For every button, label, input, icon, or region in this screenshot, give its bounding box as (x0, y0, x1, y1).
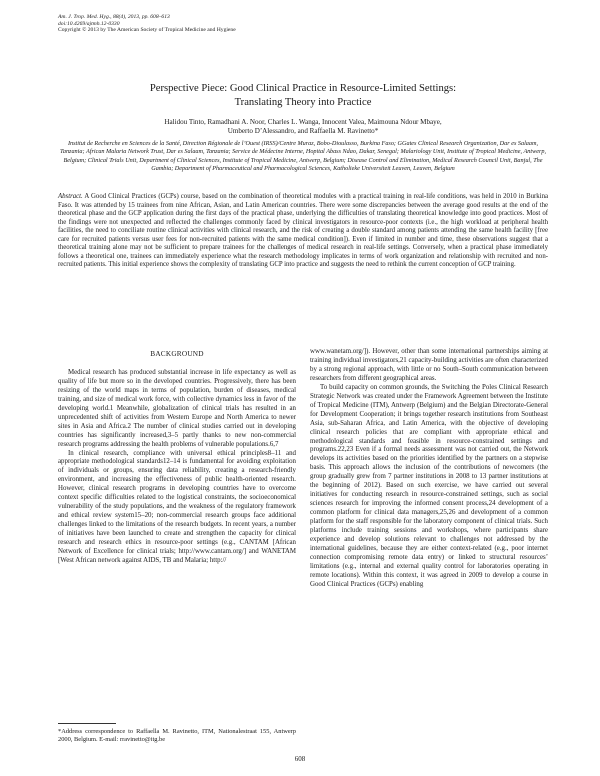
abstract-text: A Good Clinical Practices (GCPs) course, based on the combination of theoretical modules with a practical training in real-life conditions, was held in 2010 in Burkina Faso. It was attended by 15 trainees from nine African, Asian, and Latin American countries. There were some discrepancies between the average good results at the end of the theoretical phase and the GCP application during the first days of the practical phase, underlying the difficulties of translating theoretical knowledge into good practices. Most of the findings were not unexpected and reflected the challenges commonly faced by clinical investigators in resource-poor contexts (i.e., the high workload at peripheral health facilities, the need to conciliate routine clinical activities with clinical research, and the risk of creating a double standard among patients attending the same health facility [free care for recruited patients versus user fees for non-recruited patients with the same medical condition]). Even if limited in number and time, these observations suggest that a theoretical training alone may not be sufficient to prepare trainees for the challenges of medical research in real-life settings. Conversely, when a practical phase immediately follows a theoretical one, trainees can immediately experience what the research methodology implicates in terms of work organization and relationship with recruited and non-recruited patients. This initial experience shows the complexity of translating GCP into practice and suggests the need to rethink the current conception of GCP training. (58, 193, 549, 269)
left-column (58, 350, 296, 566)
authors-line-2: Umberto D’Alessandro, and Raffaella M. Ravinetto* (227, 127, 379, 136)
title-line-1: Perspective Piece: Good Clinical Practice in Resource-Limited Settings: (149, 83, 457, 94)
doi: doi:10.4269/ajtmh.12-0330 (58, 20, 120, 27)
article-title (58, 82, 548, 109)
footnote-rule (58, 723, 116, 724)
authors-line-1: Halidou Tinto, Ramadhani A. Noor, Charles L. Wanga, Innocent Valea, Maimouna Ndour Mbaye, (164, 118, 442, 126)
paragraph: www.wanetam.org/]). However, other than some international partnerships aiming at training individual investigators,21 capacity-building activities are often characterized by a strong regional approach, with little or no South–South communication between researchers from different geographical areas. (310, 348, 548, 382)
copyright: Copyright © 2013 by The American Society of Tropical Medicine and Hygiene (58, 27, 236, 34)
paragraph: In clinical research, compliance with universal ethical principles8–11 and appropriate methodological standards12–14 is fundamental for avoiding exploitation of individuals or groups, ensuring data reliability, creating a research-friendly environment, and increasing the effectiveness of public health-oriented research. However, clinical research programs in developing countries have to overcome context specific difficulties related to the logistical constraints, the socioeconomical vulnerability of the study populations, and the weakness of the regulatory framework and ethical review system15–20; non-commercial research groups face additional challenges linked to the limitations of the research budgets. In recent years, a number of initiatives have been launched to create and strengthen the capacity for clinical research and research ethics in resource-poor settings (e.g., CANTAM [African Network of Excellence for clinical trials; http://www.cantam.org/] and WANETAM [West African network against AIDS, TB and Malaria; http:// (58, 449, 296, 564)
paragraph: Medical research has produced substantial increase in life expectancy as well as quality of life but more so in the developed countries. Progressively, there has been resizing of the world maps in terms of population, burden of diseases, medical training, and size of medical work force, with collective dynamics less in favor of the developing world.1 Meanwhile, globalization of clinical trials has resulted in an unprecedented shift of activities from Western Europe and North America to newer sites in Asia and Africa.2 The number of clinical studies carried out in developing countries has significantly increased,3–5 partly thanks to new non-commercial research programs addressing the health problems of vulnerable populations.6,7 (58, 368, 296, 448)
journal-citation: Am. J. Trop. Med. Hyg., 88(4), 2013, pp. 608–613 (58, 14, 170, 20)
paragraph: To build capacity on common grounds, the Switching the Poles Clinical Research Strategic Network was created under the Framework Agreement between the Institute of Tropical Medicine (ITM), Antwerp (Belgium) and the Belgian Directorate-General for Development Cooperation; it brings together research institutions from Southeast Asia, sub-Saharan Africa, and Latin America, with the objective of developing clinical research policies that are compliant with appropriate ethical and methodological standards and feasible in resource-constrained settings and programs.22,23 Even if a formal needs assessment was not carried out, the Network develops its activities based on the priorities identified by the partners on a stepwise basis. This approach allows the inclusion of the contributions of newcomers (the group gradually grew from 7 partner institutions in 2008 to 13 partner institutions at the beginning of 2012). Based on such exercise, we have carried out several initiatives for conducting research in resource-constrained settings, such as social sciences research for improving the informed consent process,24 development of a common platform for clinical data managers,25,26 and development of a common platform for the staff responsible for the laboratory component of clinical trials. Such platforms include training sessions and workshops, where participants share experience and develop solutions relevant to challenges not addressed by the international guidelines, because they are either context-related (e.g., poor internet connection compromising remote data entry) or linked to structural resources’ limitations (e.g., internal and external quality control for laboratories operating in remote locations). Within this context, it was agreed in 2009 to develop a course in Good Clinical Practices (GCPs) enabling (310, 383, 548, 588)
correspondence-footnote: *Address correspondence to Raffaella M. Ravinetto, ITM, Nationalestraat 155, Antwerp 2000, Belgium. E-mail: rravinetto@itg.be (58, 728, 296, 744)
section-heading-background: BACKGROUND (150, 349, 204, 358)
abstract (58, 193, 548, 270)
author-list (58, 118, 548, 137)
abstract-label: Abstract. (58, 193, 83, 200)
affiliations: Institut de Recherche en Sciences de la Santé, Direction Régionale de l’Ouest (IRSS)/Centre Muraz, Bobo-Dioulasso, Burkina Faso; GGates Clinical Research Organization, Dar es Salaam, Tanzania; African Malaria Network Trust, Dar es Salaam, Tanzania; Service de Médecine Interne, Hopital Abass Ndao, Dakar, Senegal; Malariology Unit, Institute of Tropical Medicine, Antwerp, Belgium; Clinical Trials Unit, Department of Clinical Sciences, Institute of Tropical Medicine, Antwerp, Belgium; Disease Control and Elimination, Medical Research Council Unit, Banjul, The Gambia; Department of Pharmaceutical and Pharmacological Sciences, Katholieke Universiteit Leuven, Leuven, Belgium (59, 140, 547, 172)
journal-header (58, 14, 236, 34)
right-column (310, 348, 548, 590)
title-line-2: Translating Theory into Practice (234, 96, 372, 108)
page-number: 608 (294, 755, 306, 763)
